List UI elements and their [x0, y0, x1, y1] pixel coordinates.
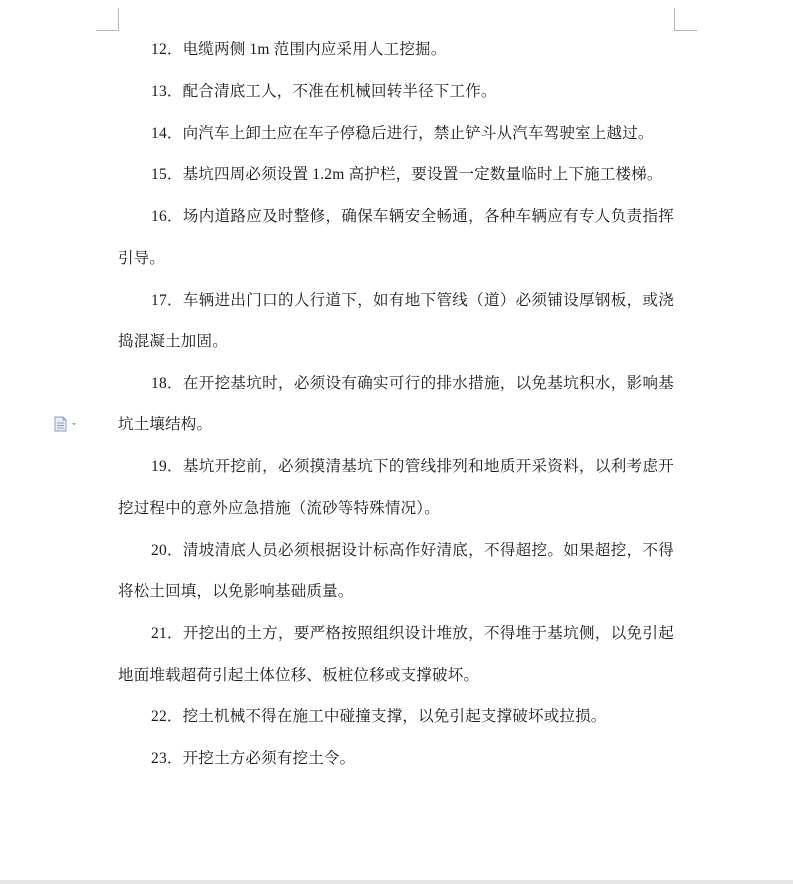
page-corner-mark-top-left [96, 8, 119, 31]
document-options-icon[interactable] [52, 415, 82, 433]
text-line: 18．在开挖基坑时，必须设有确实可行的排水措施，以免基坑积水，影响基 [151, 375, 674, 392]
page-bottom-divider [0, 880, 793, 884]
text-line: 17．车辆进出门口的人行道下，如有地下管线（道）必须铺设厚钢板，或浇 [151, 292, 674, 309]
text-line: 14．向汽车上卸土应在车子停稳后进行，禁止铲斗从汽车驾驶室上越过。 [151, 125, 654, 142]
text-line: 22．挖土机械不得在施工中碰撞支撑，以免引起支撑破坏或拉损。 [151, 708, 607, 725]
text-line: 13．配合清底工人，不准在机械回转半径下工作。 [151, 83, 497, 100]
text-line: 12．电缆两侧 1m 范围内应采用人工挖掘。 [151, 41, 447, 58]
text-line: 16．场内道路应及时整修，确保车辆安全畅通，各种车辆应有专人负责指挥 [151, 208, 674, 225]
text-line: 地面堆载超荷引起土体位移、板桩位移或支撑破坏。 [118, 667, 480, 684]
text-line: 21．开挖出的土方，要严格按照组织设计堆放，不得堆于基坑侧，以免引起 [151, 625, 674, 642]
text-line: 坑土壤结构。 [118, 416, 213, 433]
text-line: 23．开挖土方必须有挖土令。 [151, 750, 356, 767]
text-line: 捣混凝土加固。 [118, 333, 228, 350]
text-line: 20．清坡清底人员必须根据设计标高作好清底，不得超挖。如果超挖，不得 [151, 542, 674, 559]
text-line: 将松土回填，以免影响基础质量。 [118, 583, 354, 600]
text-line: 挖过程中的意外应急措施（流砂等特殊情况）。 [118, 500, 440, 517]
page-corner-mark-top-right [674, 8, 697, 31]
text-line: 引导。 [118, 250, 166, 267]
text-line: 19．基坑开挖前，必须摸清基坑下的管线排列和地质开采资料，以利考虑开 [151, 458, 674, 475]
text-line: 15．基坑四周必须设置 1.2m 高护栏，要设置一定数量临时上下施工楼梯。 [151, 166, 663, 183]
